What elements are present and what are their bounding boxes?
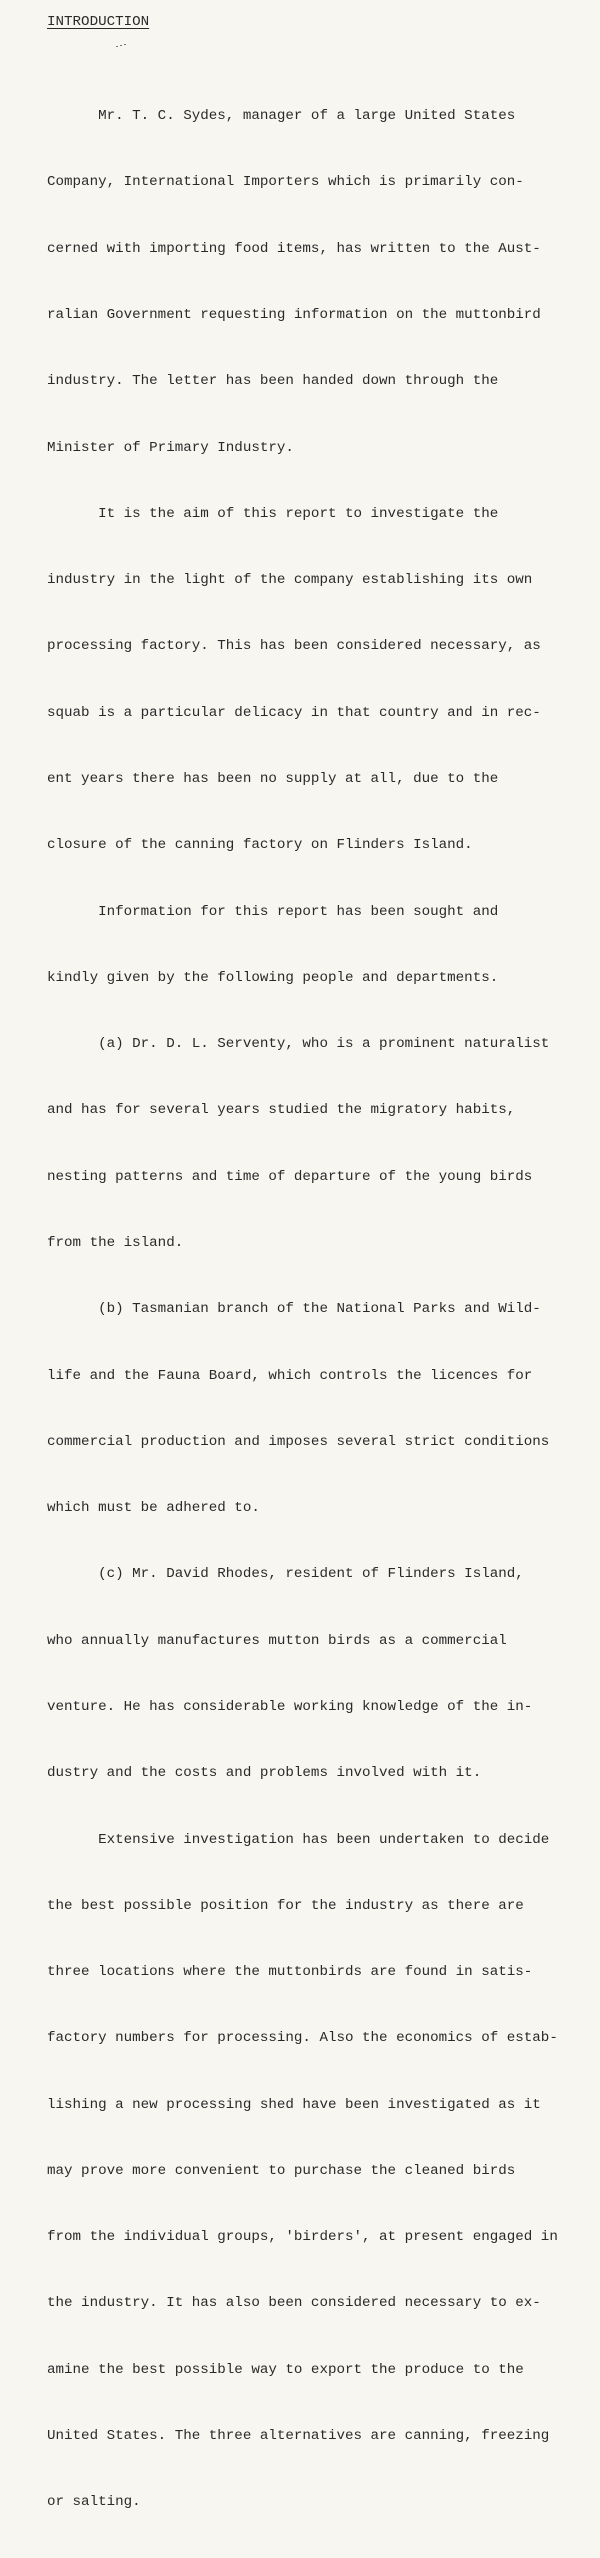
body-line: It is the aim of this report to investigate the bbox=[47, 505, 499, 522]
body-line: ralian Government requesting information on the muttonbird bbox=[47, 307, 541, 324]
body-line: Extensive investigation has been undertaken to decide bbox=[47, 1831, 550, 1848]
body-line: nesting patterns and time of departure of the young birds bbox=[47, 1168, 533, 1185]
body-line: commercial production and imposes several strict conditions bbox=[47, 1433, 550, 1450]
body-line: amine the best possible way to export the produce to the bbox=[47, 2361, 524, 2378]
body-line: the industry. It has also been considered necessary to ex- bbox=[47, 2295, 541, 2312]
body-line: (b) Tasmanian branch of the National Parks and Wild- bbox=[47, 1301, 541, 1318]
body-line: squab is a particular delicacy in that country and in rec- bbox=[47, 704, 541, 721]
page-heading: INTRODUCTION bbox=[47, 14, 150, 30]
body-line: or salting. bbox=[47, 2494, 141, 2511]
body-line: Company, International Importers which is primarily con- bbox=[47, 174, 524, 191]
introduction-body bbox=[47, 61, 558, 2558]
body-line: ent years there has been no supply at all, due to the bbox=[47, 771, 499, 787]
body-line: from the island. bbox=[47, 1234, 184, 1251]
body-line: (c) Mr. David Rhodes, resident of Flinders Island, bbox=[47, 1566, 524, 1583]
body-line: United States. The three alternatives are canning, freezing bbox=[47, 2428, 550, 2445]
body-line: venture. He has considerable working knowledge of the in- bbox=[47, 1698, 533, 1715]
body-line: life and the Fauna Board, which controls the licences for bbox=[47, 1367, 533, 1384]
body-line: Mr. T. C. Sydes, manager of a large United States bbox=[47, 108, 516, 125]
body-line: dustry and the costs and problems involved with it. bbox=[47, 1765, 482, 1782]
body-line: from the individual groups, 'birders', at present engaged in bbox=[47, 2229, 558, 2246]
body-line: Minister of Primary Industry. bbox=[47, 439, 294, 456]
body-line: industry in the light of the company establishing its own bbox=[47, 572, 533, 589]
body-line: cerned with importing food items, has written to the Aust- bbox=[47, 240, 541, 257]
body-line: three locations where the muttonbirds are found in satis- bbox=[47, 1964, 533, 1981]
body-line: industry. The letter has been handed down through the bbox=[47, 373, 499, 390]
body-line: processing factory. This has been considered necessary, as bbox=[47, 638, 541, 655]
body-line: may prove more convenient to purchase the cleaned birds bbox=[47, 2162, 516, 2179]
body-line: closure of the canning factory on Flinders Island. bbox=[47, 837, 473, 854]
body-line: kindly given by the following people and departments. bbox=[47, 969, 499, 986]
body-line: (a) Dr. D. L. Serventy, who is a prominent naturalist bbox=[47, 1036, 550, 1053]
body-line: the best possible position for the industry as there are bbox=[47, 1897, 524, 1914]
body-line: which must be adhered to. bbox=[47, 1500, 260, 1517]
body-line: and has for several years studied the migratory habits, bbox=[47, 1102, 516, 1119]
body-line: who annually manufactures mutton birds as a commercial bbox=[47, 1632, 507, 1649]
body-line: lishing a new processing shed have been investigated as it bbox=[47, 2096, 541, 2113]
ink-speck bbox=[116, 44, 126, 48]
body-line: factory numbers for processing. Also the economics of estab- bbox=[47, 2030, 558, 2047]
body-line: Information for this report has been sought and bbox=[47, 903, 499, 920]
